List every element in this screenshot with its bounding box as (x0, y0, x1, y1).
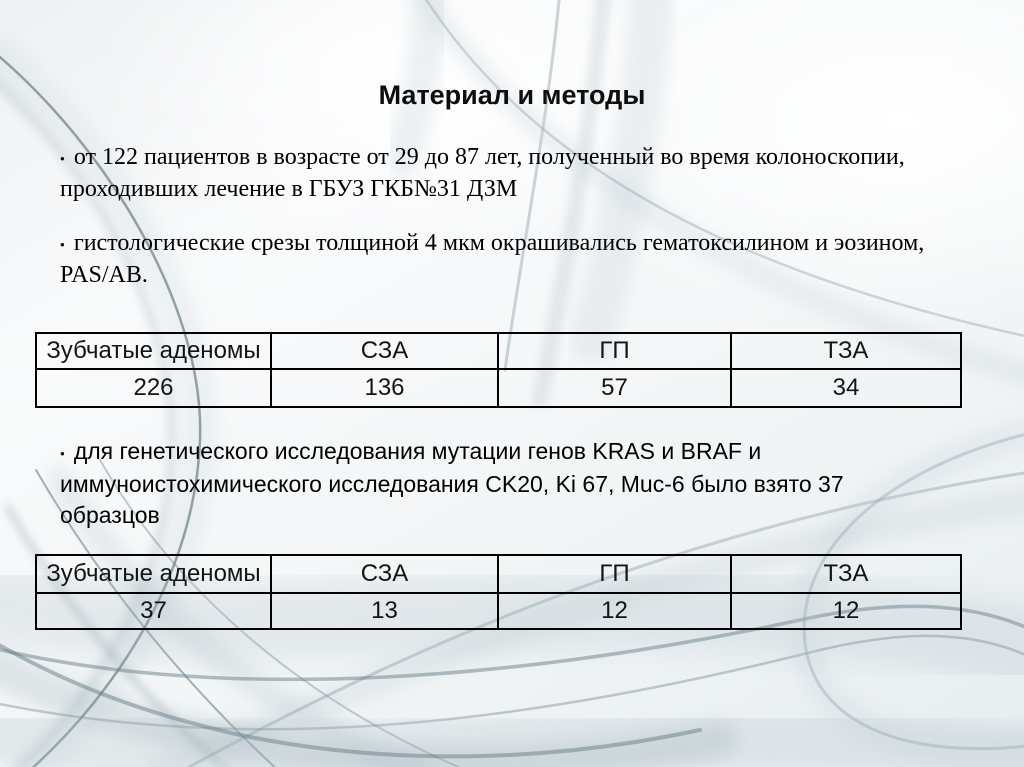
bullet-text: иммуноистохимического исследования CK20, Ki 67, Muc-6 было взято 37 (60, 471, 844, 497)
header-cell: Зубчатые аденомы (36, 333, 271, 369)
bullet-text: проходивших лечение в ГБУЗ ГКБ№31 ДЗМ (60, 176, 518, 202)
bullet-line (60, 469, 990, 500)
table-header-row (36, 333, 961, 369)
bullet-text: для генетического исследования мутации генов KRAS и BRAF и (73, 438, 762, 464)
value-cell: 136 (271, 369, 498, 407)
page-title: Материал и методы (378, 80, 646, 110)
table-value-row (36, 369, 961, 407)
header-cell: СЗА (271, 333, 498, 369)
bullet-line (60, 142, 990, 174)
header-cell: СЗА (271, 555, 498, 593)
value-cell: 226 (36, 369, 271, 407)
bullet-line (60, 174, 990, 204)
value-cell: 12 (498, 593, 731, 629)
bullet-line (60, 228, 990, 260)
bullet-text: образцов (60, 502, 160, 528)
bullet-dot-icon: ● (60, 240, 65, 249)
bullet-line (60, 500, 990, 531)
bullet-dot-icon: ● (60, 154, 65, 163)
header-cell: ГП (498, 555, 731, 593)
header-cell: ТЗА (731, 333, 961, 369)
table-header-row (36, 555, 961, 593)
header-cell: Зубчатые аденомы (36, 555, 271, 593)
bullet-line (60, 436, 990, 469)
value-cell: 13 (271, 593, 498, 629)
value-cell: 34 (731, 369, 961, 407)
bullet-text: гистологические срезы толщиной 4 мкм окрашивались гематоксилином и эозином, (73, 230, 925, 256)
adenoma-count-table-2 (35, 554, 962, 630)
bullet-item-histology (60, 228, 990, 290)
value-cell: 37 (36, 593, 271, 629)
value-cell: 57 (498, 369, 731, 407)
bullet-line (60, 260, 990, 290)
bullet-text: PAS/AB. (60, 262, 148, 288)
bullet-text: от 122 пациентов в возрасте от 29 до 87 лет, полученный во время колоноскопии, (73, 144, 905, 170)
table-value-row (36, 593, 961, 629)
bullet-item-genetics (60, 436, 990, 531)
bullet-item-patients (60, 142, 990, 204)
adenoma-count-table-1 (35, 332, 962, 408)
bullet-dot-icon: ● (60, 449, 65, 458)
header-cell: ГП (498, 333, 731, 369)
value-cell: 12 (731, 593, 961, 629)
header-cell: ТЗА (731, 555, 961, 593)
